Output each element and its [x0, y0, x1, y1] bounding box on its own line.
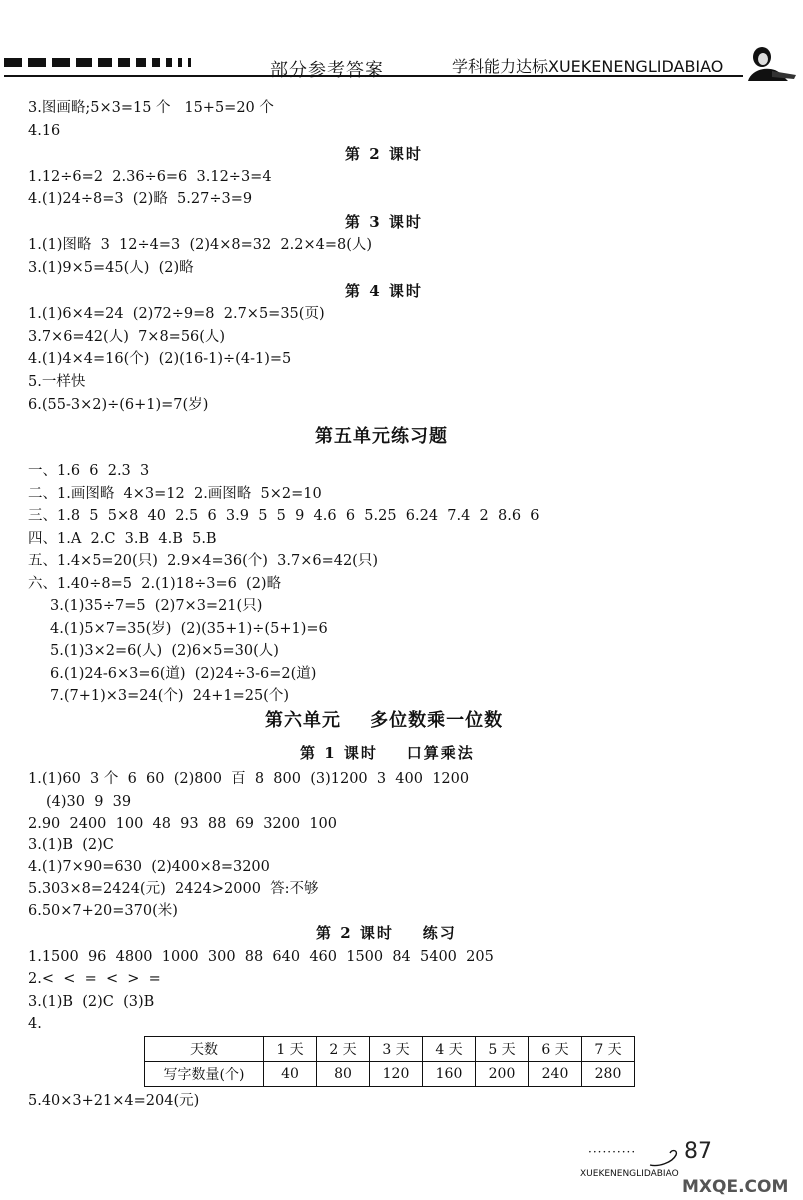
- page-header: [0, 0, 803, 86]
- table-cell: 120: [370, 1062, 423, 1087]
- answer-line: 7.(7+1)×3=24(个) 24+1=25(个): [50, 688, 289, 704]
- answer-line: 4.(1)5×7=35(岁) (2)(35+1)÷(5+1)=6: [50, 621, 328, 637]
- answer-line: 四、1.A 2.C 3.B 4.B 5.B: [28, 531, 217, 547]
- table-header-cell: 天数: [145, 1037, 264, 1062]
- answer-line: 5.40×3+21×4=204(元): [28, 1093, 200, 1109]
- answer-line: 4.: [28, 1016, 42, 1032]
- unit-title: 第六单元 多位数乘一位数: [265, 710, 504, 731]
- answer-line: 5.一样快: [28, 374, 86, 390]
- table-cell: 3 天: [370, 1037, 423, 1062]
- answer-line: 4.(1)4×4=16(个) (2)(16-1)÷(4-1)=5: [28, 351, 292, 367]
- table-cell: 280: [582, 1062, 635, 1087]
- lesson-heading: 第 3 课时: [345, 213, 423, 231]
- table-cell: 200: [476, 1062, 529, 1087]
- answer-line: 3.7×6=42(人) 7×8=56(人): [28, 329, 226, 345]
- answer-line: 6.(55-3×2)÷(6+1)=7(岁): [28, 397, 209, 413]
- answer-line: 4.(1)7×90=630 (2)400×8=3200: [28, 859, 270, 875]
- answer-line: 3.(1)9×5=45(人) (2)略: [28, 260, 194, 276]
- lesson-heading: 第 1 课时 口算乘法: [300, 744, 475, 762]
- header-decoration-bars: [4, 52, 197, 71]
- answer-line: 6.(1)24-6×3=6(道) (2)24÷3-6=2(道): [50, 666, 317, 682]
- days-table: [144, 1036, 635, 1087]
- table-row: [145, 1062, 635, 1087]
- answer-line: 5.(1)3×2=6(人) (2)6×5=30(人): [50, 643, 279, 659]
- answer-line: 4.16: [28, 123, 61, 139]
- answer-line: 二、1.画图略 4×3=12 2.画图略 5×2=10: [28, 486, 322, 502]
- answer-line: 6.50×7+20=370(米): [28, 903, 178, 919]
- table-cell: 160: [423, 1062, 476, 1087]
- header-brand: 学科能力达标XUEKENENGLIDABIAO: [452, 57, 724, 76]
- answer-line: 1.12÷6=2 2.36÷6=6 3.12÷3=4: [28, 169, 272, 185]
- header-title: 部分参考答案: [270, 60, 384, 81]
- answer-line: 3.(1)B (2)C (3)B: [28, 994, 155, 1010]
- lesson-heading: 第 2 课时 练习: [316, 924, 457, 942]
- unit-title: 第五单元练习题: [315, 426, 448, 447]
- answer-line: 3.(1)35÷7=5 (2)7×3=21(只): [50, 598, 263, 614]
- footer-brand: XUEKENENGLIDABIAO: [580, 1169, 679, 1179]
- answer-line: (4)30 9 39: [46, 794, 132, 810]
- table-cell: 80: [317, 1062, 370, 1087]
- table-cell: 7 天: [582, 1037, 635, 1062]
- answer-line: 1.(1)图略 3 12÷4=3 (2)4×8=32 2.2×4=8(人): [28, 237, 373, 253]
- page-number: 87: [684, 1139, 712, 1164]
- student-figure-icon: [742, 45, 798, 81]
- table-header-cell: 写字数量(个): [145, 1062, 264, 1087]
- lesson-heading: 第 4 课时: [345, 282, 423, 300]
- answer-line: 2.< < = < > =: [28, 971, 161, 987]
- answer-line: 五、1.4×5=20(只) 2.9×4=36(个) 3.7×6=42(只): [28, 553, 378, 569]
- table-row: [145, 1037, 635, 1062]
- swirl-icon: [648, 1147, 682, 1169]
- watermark-text: MXQE.COM: [682, 1177, 789, 1197]
- lesson-heading: 第 2 课时: [345, 145, 423, 163]
- footer-dotted-rule: ··········: [588, 1145, 637, 1159]
- answer-line: 1.(1)60 3 个 6 60 (2)800 百 8 800 (3)1200 3 400 1200: [28, 771, 470, 787]
- answer-line: 一、1.6 6 2.3 3: [28, 463, 150, 479]
- answer-line: 4.(1)24÷8=3 (2)略 5.27÷3=9: [28, 191, 253, 207]
- page-footer: [580, 1139, 803, 1200]
- table-cell: 6 天: [529, 1037, 582, 1062]
- table-cell: 4 天: [423, 1037, 476, 1062]
- answer-line: 1.(1)6×4=24 (2)72÷9=8 2.7×5=35(页): [28, 306, 325, 322]
- answer-line: 三、1.8 5 5×8 40 2.5 6 3.9 5 5 9 4.6 6 5.25 6.24 7.4 2 8.6 6: [28, 508, 540, 524]
- answer-line: 2.90 2400 100 48 93 88 69 3200 100: [28, 816, 337, 832]
- answer-line: 3.图画略;5×3=15 个 15+5=20 个: [28, 100, 274, 116]
- table-cell: 5 天: [476, 1037, 529, 1062]
- answer-line: 六、1.40÷8=5 2.(1)18÷3=6 (2)略: [28, 576, 282, 592]
- table-cell: 40: [264, 1062, 317, 1087]
- answer-line: 1.1500 96 4800 1000 300 88 640 460 1500 84 5400 205: [28, 949, 494, 965]
- table-cell: 240: [529, 1062, 582, 1087]
- table-cell: 1 天: [264, 1037, 317, 1062]
- table-cell: 2 天: [317, 1037, 370, 1062]
- answer-line: 5.303×8=2424(元) 2424>2000 答:不够: [28, 881, 319, 897]
- answer-line: 3.(1)B (2)C: [28, 837, 114, 853]
